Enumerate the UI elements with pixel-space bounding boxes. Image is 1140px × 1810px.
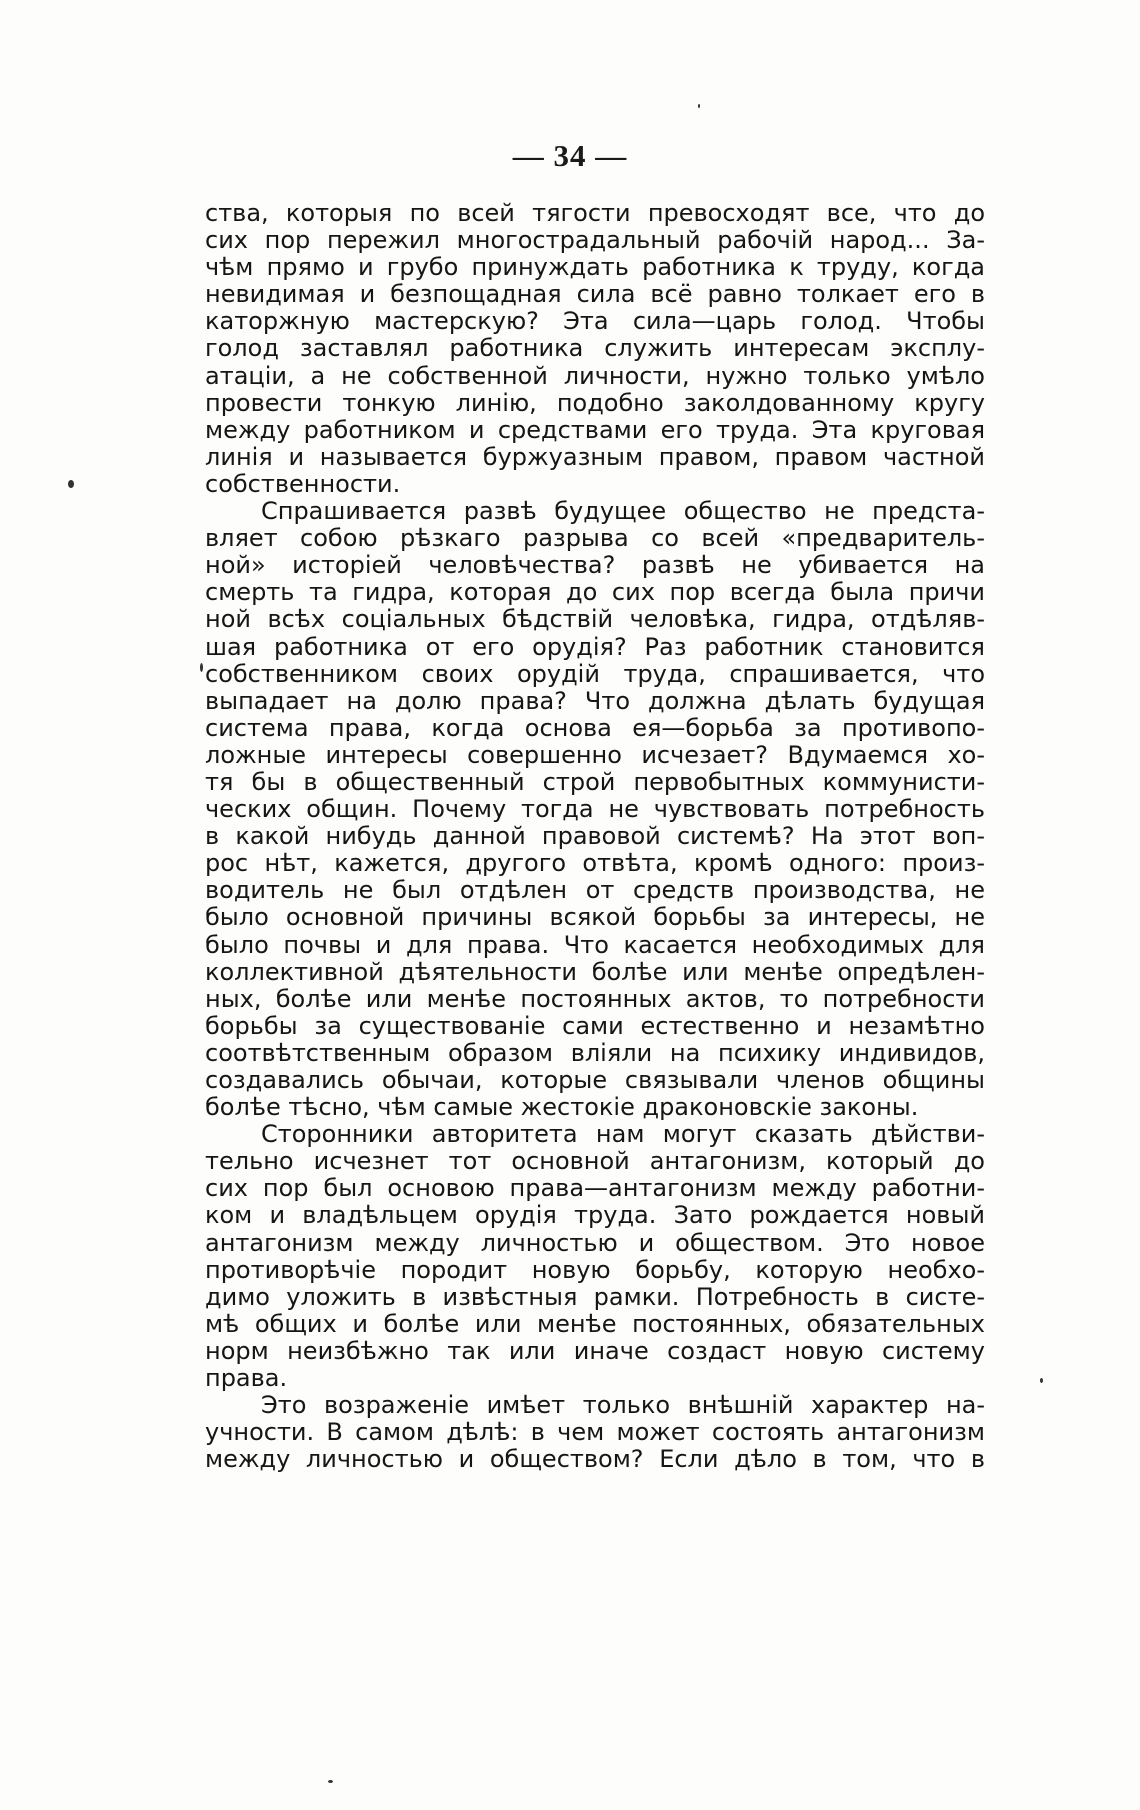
text-line: борьбы за существованiе сами естественно и незамѣтно bbox=[205, 1011, 985, 1040]
text-line: система права, когда основа ея—борьба за противопо- bbox=[205, 713, 985, 742]
text-line: норм неизбѣжно так или иначе создаст новую систему bbox=[205, 1336, 985, 1365]
text-line: каторжную мастерскую? Эта сила—царь голод. Чтобы bbox=[205, 307, 985, 336]
page-body-text bbox=[205, 200, 985, 1473]
text-line: Сторонники авторитета нам могут сказать дѣйстви- bbox=[261, 1120, 985, 1149]
text-line: между личностью и обществом? Если дѣло в том, что в bbox=[205, 1445, 985, 1474]
paragraph bbox=[205, 1392, 985, 1473]
text-line: Спрашивается развѣ будущее общество не предста- bbox=[261, 497, 985, 526]
text-line: ной всѣх соцiальных бѣдствiй человѣка, гидра, отдѣляв- bbox=[205, 605, 985, 634]
text-line: мѣ общих и болѣе или менѣе постоянных, обязательных bbox=[205, 1309, 985, 1338]
text-line: собственности. bbox=[205, 469, 401, 498]
text-line: ком и владѣльцем орудiя труда. Зато рождается новый bbox=[205, 1201, 985, 1230]
text-line: ложные интересы совершенно исчезает? Вдумаемся хо- bbox=[205, 740, 985, 769]
text-line: димо уложить в извѣстныя рамки. Потребность в систе- bbox=[205, 1282, 985, 1311]
text-line: рос нѣт, кажется, другого отвѣта, кромѣ одного: произ- bbox=[205, 849, 985, 878]
text-line: создавались обычаи, которые связывали членов общины bbox=[205, 1066, 985, 1094]
paragraph bbox=[205, 498, 985, 1121]
text-line: шая работника от его орудiя? Раз работник становится bbox=[205, 632, 985, 661]
text-line: вляет собою рѣзкаго разрыва со всей «предваритель- bbox=[205, 524, 985, 553]
text-line: в какой нибудь данной правовой системѣ? На этот воп- bbox=[205, 822, 985, 851]
text-line: между работником и средствами его труда. Эта круговая bbox=[205, 415, 985, 444]
scan-speck bbox=[698, 104, 700, 108]
text-line: чѣм прямо и грубо принуждать работника к труду, когда bbox=[205, 253, 985, 282]
text-line: права. bbox=[205, 1364, 288, 1393]
text-line: антагонизм между личностью и обществом. Это новое bbox=[205, 1228, 985, 1257]
text-line: тя бы в общественный строй первобытных коммунисти- bbox=[205, 767, 985, 796]
text-line: сих пор был основою права—антагонизм между работни- bbox=[205, 1174, 985, 1203]
text-line: провести тонкую линiю, подобно заколдованному кругу bbox=[205, 388, 985, 417]
scan-speck bbox=[328, 1780, 333, 1783]
text-line: голод заставлял работника служить интересам эксплу- bbox=[205, 334, 985, 363]
paragraph bbox=[205, 200, 985, 498]
text-line: ческих общин. Почему тогда не чувствовать потребность bbox=[205, 795, 985, 824]
scan-speck bbox=[1040, 1378, 1043, 1383]
text-line: ства, которыя по всей тягости превосходят все, что до bbox=[205, 199, 985, 227]
text-line: было основной причины всякой борьбы за интересы, не bbox=[205, 903, 985, 932]
scan-speck bbox=[200, 663, 203, 672]
text-line: сих пор пережил многострадальный рабочiй народ... За- bbox=[205, 226, 985, 255]
text-line: водитель не был отдѣлен от средств производства, не bbox=[205, 876, 985, 905]
text-line: было почвы и для права. Что касается необходимых для bbox=[205, 930, 985, 959]
scan-speck bbox=[68, 480, 74, 488]
text-line: невидимая и безпощадная сила всё равно толкает его в bbox=[205, 280, 985, 309]
text-line: выпадает на долю права? Что должна дѣлать будущая bbox=[205, 686, 985, 715]
text-line: противорѣчiе породит новую борьбу, которую необхо- bbox=[205, 1255, 985, 1284]
text-line: ной» исторiей человѣчества? развѣ не убивается на bbox=[205, 551, 985, 580]
text-line: ных, болѣе или менѣе постоянных актов, то потребности bbox=[205, 984, 985, 1013]
text-line: тельно исчезнет тот основной антагонизм, который до bbox=[205, 1147, 985, 1176]
text-line: смерть та гидра, которая до сих пор всегда была причи bbox=[205, 578, 985, 607]
text-line: Это возраженiе имѣет только внѣшнiй характер на- bbox=[261, 1391, 985, 1420]
text-line: соотвѣтственным образом влiяли на психику индивидов, bbox=[205, 1038, 985, 1067]
text-line: коллективной дѣятельности болѣе или менѣе опредѣлен- bbox=[205, 957, 985, 986]
text-line: атацiи, а не собственной личности, нужно только умѣло bbox=[205, 361, 985, 390]
paragraph bbox=[205, 1121, 985, 1392]
text-line: линiя и называется буржуазным правом, правом частной bbox=[205, 442, 985, 471]
page-number: — 34 — bbox=[512, 138, 628, 173]
text-line: собственником своих орудiй труда, спрашивается, что bbox=[205, 659, 985, 688]
text-line: болѣе тѣсно, чѣм самые жестокiе драконовскiе законы. bbox=[205, 1093, 919, 1122]
text-line: учности. В самом дѣлѣ: в чем может состоять антагонизм bbox=[205, 1418, 985, 1447]
